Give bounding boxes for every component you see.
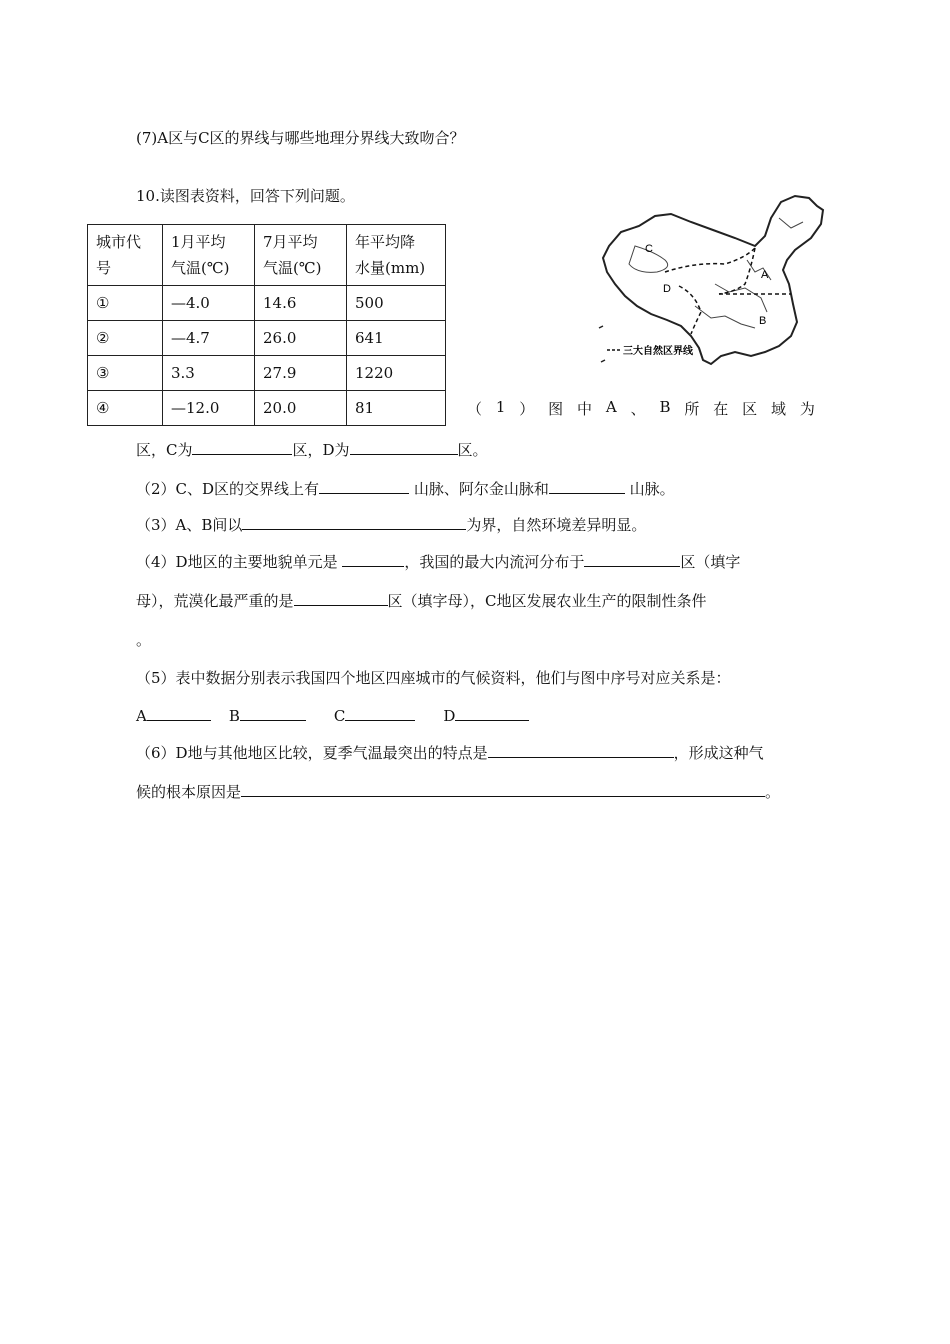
table-cell: ② (88, 321, 163, 356)
table-cell: 641 (347, 321, 446, 356)
answer-blank[interactable] (350, 438, 458, 455)
table-cell: 14.6 (255, 286, 347, 321)
question-5-answers: A B C D (136, 704, 529, 726)
answer-blank[interactable] (147, 704, 211, 721)
answer-blank[interactable] (294, 589, 388, 606)
table-cell: 3.3 (163, 356, 255, 391)
answer-blank[interactable] (488, 741, 674, 758)
table-header-cell: 城市代 号 (88, 225, 163, 286)
table-cell: 500 (347, 286, 446, 321)
question-2: （2）C、D区的交界线上有 山脉、阿尔金山脉和 山脉。 (136, 477, 675, 499)
region-boundary-line (719, 248, 755, 294)
answer-blank[interactable] (455, 704, 529, 721)
answer-blank[interactable] (319, 477, 409, 494)
table-header-row (88, 225, 446, 286)
answer-blank[interactable] (240, 704, 306, 721)
answer-blank[interactable] (192, 438, 292, 455)
table-cell: —4.7 (163, 321, 255, 356)
table-row (88, 391, 446, 426)
answer-blank[interactable] (342, 550, 404, 567)
question-1-line-1: （ 1 ） 图 中 A 、 B 所 在 区 域 为 (467, 398, 815, 418)
question-6-line-1: （6）D地与其他地区比较，夏季气温最突出的特点是 ，形成这种气 (136, 741, 764, 763)
table-header-cell: 1月平均 气温(℃) (163, 225, 255, 286)
table-header-cell: 年平均降 水量(mm) (347, 225, 446, 286)
question-7: (7)A区与C区的界线与哪些地理分界线大致吻合？ (136, 129, 465, 147)
map-legend-label: 三大自然区界线 (623, 346, 693, 357)
question-4-line-1: （4）D地区的主要地貌单元是 ，我国的最大内流河分布于 区（填字 (136, 550, 740, 572)
table-cell: 27.9 (255, 356, 347, 391)
table-cell: ④ (88, 391, 163, 426)
table-cell: ③ (88, 356, 163, 391)
table-row (88, 321, 446, 356)
answer-blank[interactable] (242, 513, 466, 530)
table-cell: 1220 (347, 356, 446, 391)
map-label-b: B (759, 315, 767, 327)
question-1-line-2: 区，C为 区，D为 区。 (136, 438, 488, 460)
climate-table (87, 224, 446, 426)
map-label-c: C (645, 243, 653, 255)
table-row (88, 356, 446, 391)
china-regions-map (595, 188, 827, 368)
question-4-line-3: 。 (136, 631, 152, 649)
region-boundary-line (665, 248, 755, 272)
answer-blank[interactable] (241, 780, 765, 797)
china-outline (603, 196, 823, 364)
table-cell: 26.0 (255, 321, 347, 356)
table-row (88, 286, 446, 321)
question-3: （3）A、B间以 为界，自然环境差异明显。 (136, 513, 646, 535)
answer-blank[interactable] (549, 477, 625, 494)
map-label-d: D (663, 283, 671, 295)
question-10-intro: 10.读图表资料，回答下列问题。 (136, 187, 355, 205)
table-header-cell: 7月平均 气温(℃) (255, 225, 347, 286)
question-4-line-2: 母），荒漠化最严重的是 区（填字母），C地区发展农业生产的限制性条件 (136, 589, 707, 611)
answer-blank[interactable] (584, 550, 680, 567)
table-cell: —4.0 (163, 286, 255, 321)
question-6-line-2: 候的根本原因是 。 (136, 780, 780, 802)
table-cell: 20.0 (255, 391, 347, 426)
table-cell: 81 (347, 391, 446, 426)
map-label-a: A (761, 269, 769, 281)
answer-blank[interactable] (345, 704, 415, 721)
question-5: （5）表中数据分别表示我国四个地区四座城市的气候资料，他们与图中序号对应关系是： (136, 669, 731, 687)
table-cell: —12.0 (163, 391, 255, 426)
table-cell: ① (88, 286, 163, 321)
